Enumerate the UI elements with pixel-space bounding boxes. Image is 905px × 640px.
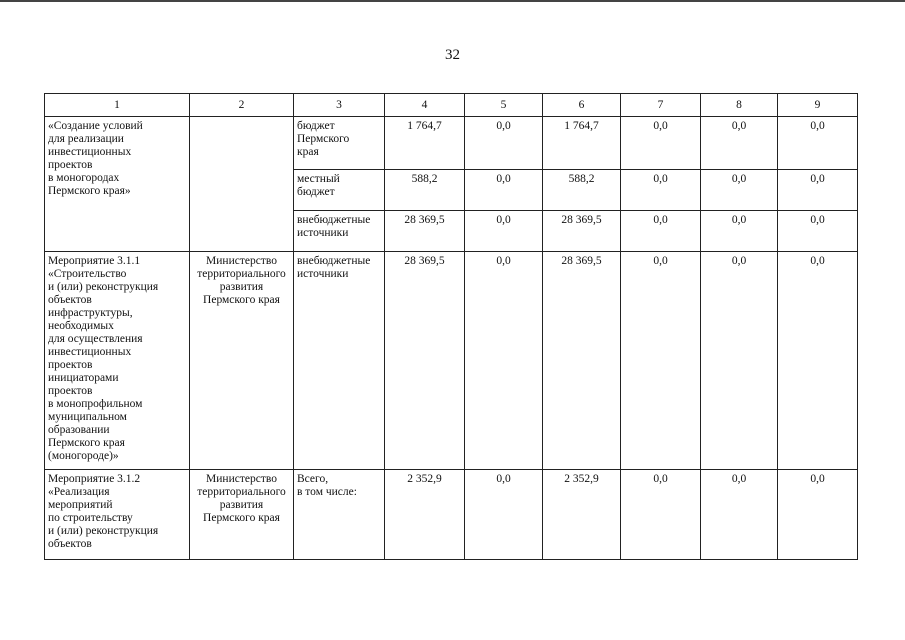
activity-name: «Создание условий для реализации инвестиционных проектов в моногородах Пермского края» <box>48 120 143 197</box>
table-row <box>45 117 858 170</box>
table-row <box>45 252 858 470</box>
funding-source-cell <box>294 252 385 470</box>
value-cell: 1 764,7 <box>385 117 465 170</box>
value-cell: 0,0 <box>701 170 778 211</box>
funding-source: местный бюджет <box>297 173 340 198</box>
value-cell: 0,0 <box>778 252 858 470</box>
value-cell: 0,0 <box>621 117 701 170</box>
activity-name-cell <box>45 117 190 252</box>
activity-name: Мероприятие 3.1.1 «Строительство и (или) реконструкция объектов инфраструктуры, необходимых для осуществления инвестиционных проектов инициаторами проектов в монопрофильном муниципальном образовании Пермского края (моногороде)» <box>48 255 159 462</box>
funding-source: внебюджетные источники <box>297 255 371 280</box>
value-cell: 0,0 <box>778 117 858 170</box>
column-header: 2 <box>190 94 294 117</box>
value-cell: 588,2 <box>385 170 465 211</box>
value-cell: 0,0 <box>701 252 778 470</box>
funding-source-cell <box>294 170 385 211</box>
funding-source: бюджет Пермского края <box>297 120 350 158</box>
funding-source: Всего, в том числе: <box>297 473 357 498</box>
value-cell: 1 764,7 <box>543 117 621 170</box>
value-cell: 0,0 <box>621 252 701 470</box>
value-cell: 28 369,5 <box>543 211 621 252</box>
executor-cell <box>190 117 294 252</box>
activity-name: Мероприятие 3.1.2 «Реализация мероприятий по строительству и (или) реконструкция объектов <box>48 473 159 550</box>
table-header-row <box>45 94 858 117</box>
executor-cell <box>190 470 294 560</box>
funding-source: внебюджетные источники <box>297 214 371 239</box>
value-cell: 2 352,9 <box>543 470 621 560</box>
activity-name-cell <box>45 252 190 470</box>
value-cell: 0,0 <box>465 252 543 470</box>
column-header: 4 <box>385 94 465 117</box>
page-number: 32 <box>445 47 460 63</box>
funding-source-cell <box>294 117 385 170</box>
column-header: 9 <box>778 94 858 117</box>
activity-name-cell <box>45 470 190 560</box>
column-header: 7 <box>621 94 701 117</box>
page-top-edge <box>0 0 905 2</box>
value-cell: 0,0 <box>701 117 778 170</box>
column-header: 6 <box>543 94 621 117</box>
column-header: 1 <box>45 94 190 117</box>
value-cell: 0,0 <box>465 211 543 252</box>
value-cell: 28 369,5 <box>543 252 621 470</box>
value-cell: 0,0 <box>465 470 543 560</box>
executor-cell <box>190 252 294 470</box>
funding-source-cell <box>294 211 385 252</box>
executor-name: Министерство территориального развития Пермского края <box>197 255 286 306</box>
column-header: 8 <box>701 94 778 117</box>
column-header: 3 <box>294 94 385 117</box>
value-cell: 0,0 <box>701 470 778 560</box>
budget-table <box>44 93 858 560</box>
value-cell: 28 369,5 <box>385 211 465 252</box>
value-cell: 0,0 <box>778 170 858 211</box>
value-cell: 0,0 <box>465 170 543 211</box>
value-cell: 0,0 <box>778 211 858 252</box>
value-cell: 588,2 <box>543 170 621 211</box>
funding-source-cell <box>294 470 385 560</box>
value-cell: 0,0 <box>465 117 543 170</box>
value-cell: 0,0 <box>621 170 701 211</box>
value-cell: 0,0 <box>778 470 858 560</box>
value-cell: 0,0 <box>621 211 701 252</box>
value-cell: 28 369,5 <box>385 252 465 470</box>
table-row <box>45 470 858 560</box>
value-cell: 2 352,9 <box>385 470 465 560</box>
value-cell: 0,0 <box>621 470 701 560</box>
executor-name: Министерство территориального развития Пермского края <box>197 473 286 524</box>
column-header: 5 <box>465 94 543 117</box>
value-cell: 0,0 <box>701 211 778 252</box>
